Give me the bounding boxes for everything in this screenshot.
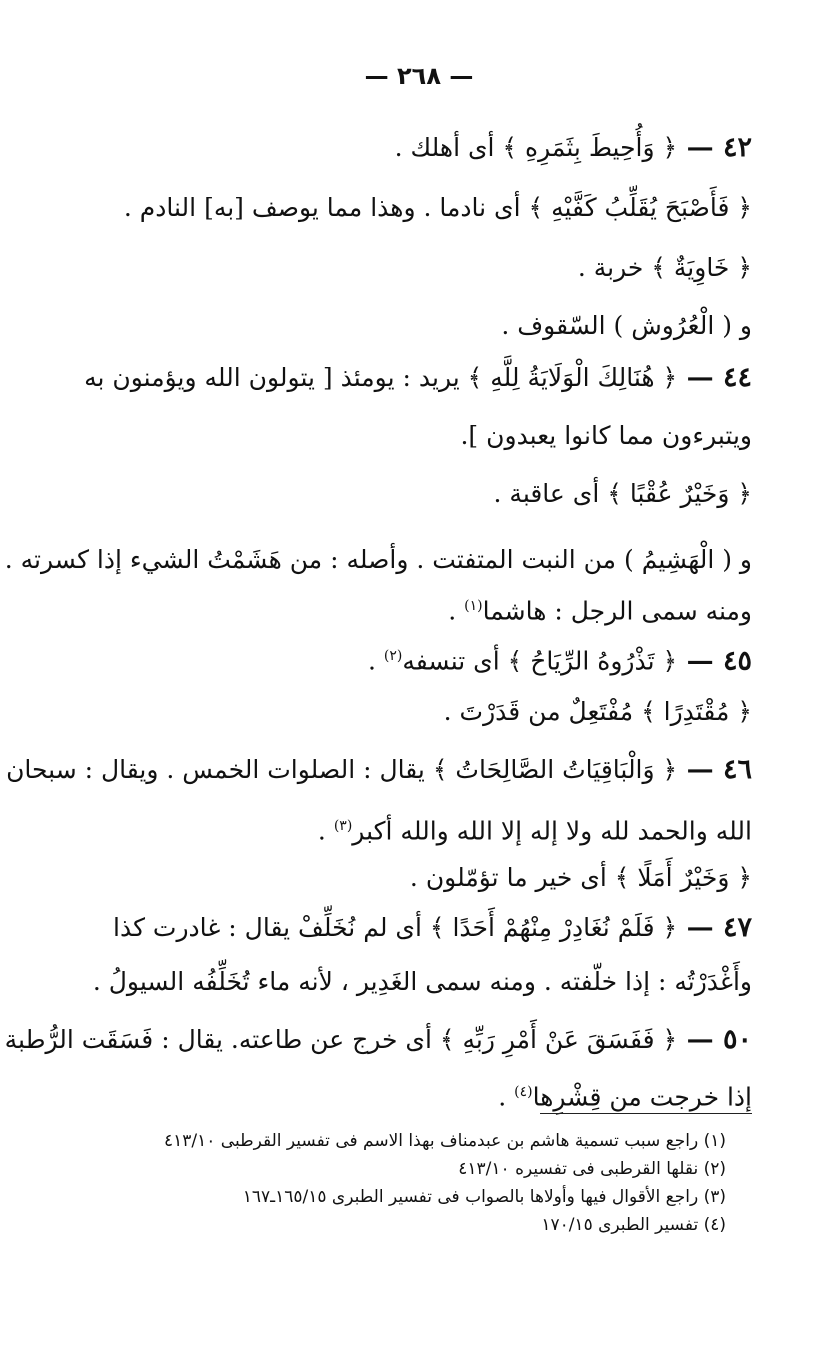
page-number: — ٢٦٨ — [364, 62, 474, 90]
quran-quote: ﴿ فَفَسَقَ عَنْ أَمْرِ رَبِّهِ ﴾ [431, 1025, 678, 1054]
commentary-text: ويتبرءون مما كانوا يعبدون ]. [460, 421, 752, 450]
footnote-divider [540, 1113, 752, 1114]
text-line [60, 692, 752, 732]
verse-number: ٥٠ — [677, 1024, 752, 1055]
text-line [60, 962, 752, 1002]
quran-quote: ﴿ فَأَصْبَحَ يُقَلِّبُ كَفَّيْهِ ﴾ [520, 193, 752, 222]
quran-quote: ﴿ تَذْرُوهُ الرِّيَاحُ ﴾ [499, 646, 678, 676]
commentary-text: أى خرج عن طاعته. يقال : فَسَقَت الرُّطبة [4, 1025, 432, 1054]
commentary-text: أى نادما . وهذا مما يوصف [به] النادم . [123, 193, 521, 222]
quran-quote: ﴿ وَالْبَاقِيَاتُ الصَّالِحَاتُ ﴾ [424, 755, 678, 784]
commentary-text: وأَغْدَرْتُه : إذا خلّفته . ومنه سمى الغَدِير ، لأنه ماء تُخَلِّفُه السيولُ . [92, 967, 752, 996]
verse-number: ٤٧ — [677, 912, 752, 943]
line-end: . [367, 646, 384, 676]
commentary-text: يريد : يومئذ [ يتولون الله ويؤمنون به [84, 363, 460, 392]
footnote: (٣) راجع الأقوال فيها وأولاها بالصواب فى تفسير الطبرى ١٦٥/١٥ـ١٦٧ [242, 1187, 726, 1207]
commentary-text: إذا خرجت من قِشْرِها [532, 1082, 752, 1112]
text-line [4, 540, 752, 580]
commentary-text: الله والحمد لله ولا إله إلا الله والله أكبر [352, 816, 752, 846]
footnote-marker: (٢) [383, 648, 403, 664]
line-end: . [498, 1082, 515, 1112]
commentary-text: أى أهلك . [394, 133, 495, 162]
footnote-marker: (١) [464, 598, 483, 614]
quran-quote: ﴿ خَاوِيَةٌ ﴾ [643, 253, 752, 282]
text-line [6, 750, 752, 790]
footnote: (٤) تفسير الطبرى ١٧٠/١٥ [541, 1215, 726, 1235]
footnote-marker: (٣) [333, 818, 353, 834]
commentary-text: أى عاقبة . [493, 479, 600, 508]
verse-number: ٤٥ — [677, 645, 752, 677]
text-line [4, 1020, 752, 1060]
footnote: (٢) نقلها القرطبى فى تفسيره ٤١٣/١٠ [458, 1159, 726, 1179]
commentary-text: و ( الْعُرُوش ) السّقوف . [501, 311, 752, 340]
commentary-text: أى تنسفه [402, 646, 500, 676]
quran-quote: ﴿ وَخَيْرٌ أَمَلًا ﴾ [606, 863, 752, 892]
footnote: (١) راجع سبب تسمية هاشم بن عبدمناف بهذا الاسم فى تفسير القرطبى ٤١٣/١٠ [164, 1131, 726, 1151]
commentary-text: و ( الْهَشِيمُ ) من النبت المتفتت . وأصله : من هَشَمْتُ الشيء إذا كسرته . [4, 545, 752, 574]
text-line [60, 128, 752, 168]
text-line [60, 188, 752, 228]
text-line [60, 358, 752, 398]
commentary-text: مُفْتَعِلٌ من قَدَرْتَ . [443, 697, 634, 726]
line-end: . [317, 816, 334, 846]
footnote-marker: (٤) [514, 1084, 533, 1100]
quran-quote: ﴿ وَأُحِيطَ بِثَمَرِهِ ﴾ [494, 133, 678, 162]
text-line [60, 586, 752, 626]
commentary-text: خربة . [577, 253, 644, 282]
commentary-text: أى لم نُخَلِّفْ يقال : غادرت كذا [113, 913, 422, 942]
quran-quote: ﴿ مُقْتَدِرًا ﴾ [633, 697, 752, 726]
text-line [60, 908, 752, 948]
commentary-text: ومنه سمى الرجل : هاشما [482, 596, 752, 626]
verse-number: ٤٤ — [677, 362, 752, 393]
verse-number: ٤٢ — [677, 132, 752, 163]
verse-number: ٤٦ — [677, 754, 752, 785]
text-line [60, 248, 752, 288]
text-line [60, 636, 752, 676]
text-line [60, 858, 752, 898]
commentary-text: أى خير ما تؤمّلون . [409, 863, 607, 892]
line-end: . [448, 596, 465, 626]
text-line [60, 1072, 752, 1112]
commentary-text: يقال : الصلوات الخمس . ويقال : سبحان [6, 755, 425, 784]
text-line [60, 306, 752, 346]
quran-quote: ﴿ وَخَيْرٌ عُقْبًا ﴾ [599, 479, 752, 508]
quran-quote: ﴿ فَلَمْ نُغَادِرْ مِنْهُمْ أَحَدًا ﴾ [421, 913, 678, 942]
text-line [60, 474, 752, 514]
quran-quote: ﴿ هُنَالِكَ الْوَلَايَةُ لِلَّهِ ﴾ [459, 363, 678, 392]
text-line [60, 806, 752, 846]
text-line [60, 416, 752, 456]
